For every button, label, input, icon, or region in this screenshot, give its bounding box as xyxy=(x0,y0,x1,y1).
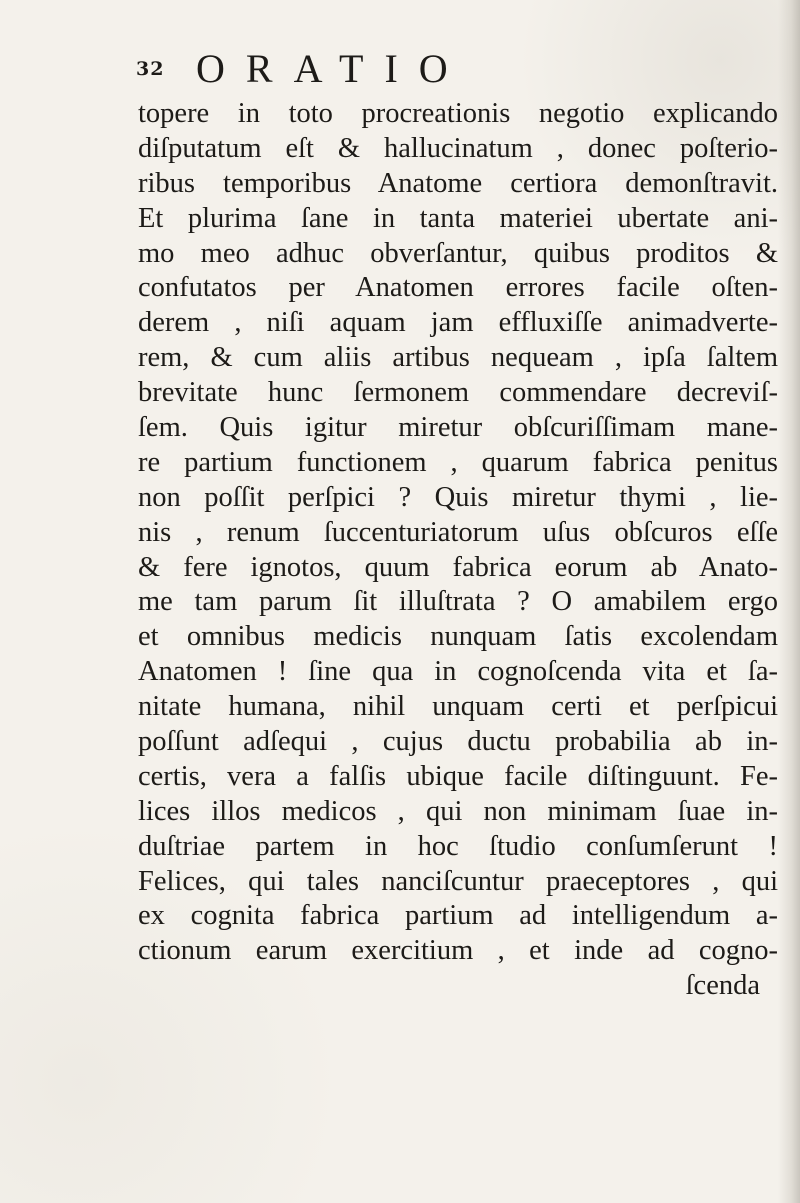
text-line: rem, & cum aliis artibus nequeam , ipſa ſaltem xyxy=(138,342,778,374)
body-text xyxy=(138,97,778,1004)
text-line: ctionum earum exercitium , et inde ad cogno- xyxy=(138,935,778,967)
text-line: re partium functionem , quarum fabrica penitus xyxy=(138,446,778,478)
text-line: derem , niſi aquam jam effluxiſſe animadverte- xyxy=(138,307,778,339)
text-line: ribus temporibus Anatome certiora demonſtravit. xyxy=(138,167,778,199)
text-line: Anatomen ! ſine qua in cognoſcenda vita et ſa- xyxy=(138,656,778,688)
text-line: poſſunt adſequi , cujus ductu probabilia ab in- xyxy=(138,726,778,758)
page-fold-shadow xyxy=(778,0,800,1203)
page-header xyxy=(136,44,696,94)
running-title: ORATIO xyxy=(196,46,469,91)
text-line: non poſſit perſpici ? Quis miretur thymi , lie- xyxy=(138,481,778,513)
text-line: me tam parum ſit illuſtrata ? O amabilem ergo xyxy=(138,586,778,618)
text-line: duſtriae partem in hoc ſtudio conſumſerunt ! xyxy=(138,830,778,862)
text-line: nitate humana, nihil unquam certi et perſpicui xyxy=(138,691,778,723)
text-line: topere in toto procreationis negotio explicando xyxy=(138,98,778,129)
text-line: ex cognita fabrica partium ad intelligendum a- xyxy=(138,900,778,932)
page-number: 32 xyxy=(136,58,165,80)
text-line: Et plurima ſane in tanta materiei ubertate ani- xyxy=(138,202,778,234)
text-line: diſputatum eſt & hallucinatum , donec poſterio- xyxy=(138,132,778,164)
text-line: certis, vera a falſis ubique facile diſtinguunt. Fe- xyxy=(138,760,778,792)
text-line: mo meo adhuc obverſantur, quibus proditos & xyxy=(138,237,778,269)
text-line: nis , renum ſuccenturiatorum uſus obſcuros eſſe xyxy=(138,516,778,548)
text-line: brevitate hunc ſermonem commendare decreviſ- xyxy=(138,377,778,409)
text-line: & fere ignotos, quum fabrica eorum ab Anato- xyxy=(138,551,778,583)
catchword: ſcenda xyxy=(685,970,760,1002)
text-line: Felices, qui tales nanciſcuntur praeceptores , qui xyxy=(138,865,778,897)
text-line: et omnibus medicis nunquam ſatis excolendam xyxy=(138,621,778,653)
text-line: lices illos medicos , qui non minimam ſuae in- xyxy=(138,795,778,827)
text-line: ſem. Quis igitur miretur obſcuriſſimam mane- xyxy=(138,412,778,444)
text-line: confutatos per Anatomen errores facile oſten- xyxy=(138,272,778,304)
